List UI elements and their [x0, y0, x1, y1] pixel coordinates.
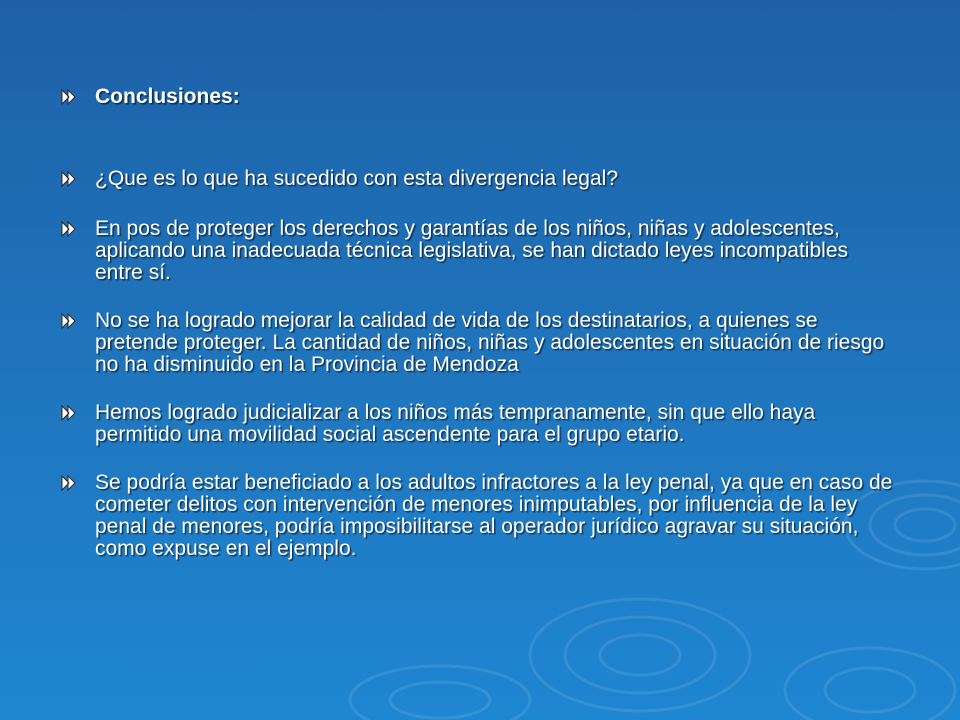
slide-content — [60, 78, 900, 560]
arrow-bullet-icon — [60, 404, 80, 422]
arrow-bullet-icon — [60, 220, 80, 238]
arrow-bullet-icon — [60, 312, 80, 330]
bullet-text: Se podría estar beneficiado a los adultos infractores a la ley penal, ya que en caso de cometer delitos con intervención de menores inimputables, por influencia de la ley penal de menores, podría imposibilitarse al operador jurídico agravar su situación, como expuse en el ejemplo. — [95, 471, 893, 560]
bullet-item — [60, 472, 900, 560]
arrow-bullet-icon — [60, 88, 80, 106]
bullet-item — [60, 310, 900, 376]
bullet-text: Conclusiones: — [95, 85, 240, 108]
bullet-item — [60, 168, 900, 190]
bullet-text: Hemos logrado judicializar a los niños más tempranamente, sin que ello haya permitido una movilidad social ascendente para el grupo etario. — [95, 401, 816, 446]
bullet-title — [60, 86, 900, 108]
bullet-text: No se ha logrado mejorar la calidad de vida de los destinatarios, a quienes se pretende proteger. La cantidad de niños, niñas y adolescentes en situación de riesgo no ha disminuido en la Provincia de Mendoza — [95, 309, 885, 376]
bullet-text: En pos de proteger los derechos y garantías de los niños, niñas y adolescentes, aplicando una inadecuada técnica legislativa, se han dictado leyes incompatibles entre sí. — [95, 217, 848, 284]
bullet-text: ¿Que es lo que ha sucedido con esta divergencia legal? — [95, 167, 619, 190]
bullet-item — [60, 218, 900, 284]
bullet-item — [60, 402, 900, 446]
arrow-bullet-icon — [60, 474, 80, 492]
arrow-bullet-icon — [60, 170, 80, 188]
